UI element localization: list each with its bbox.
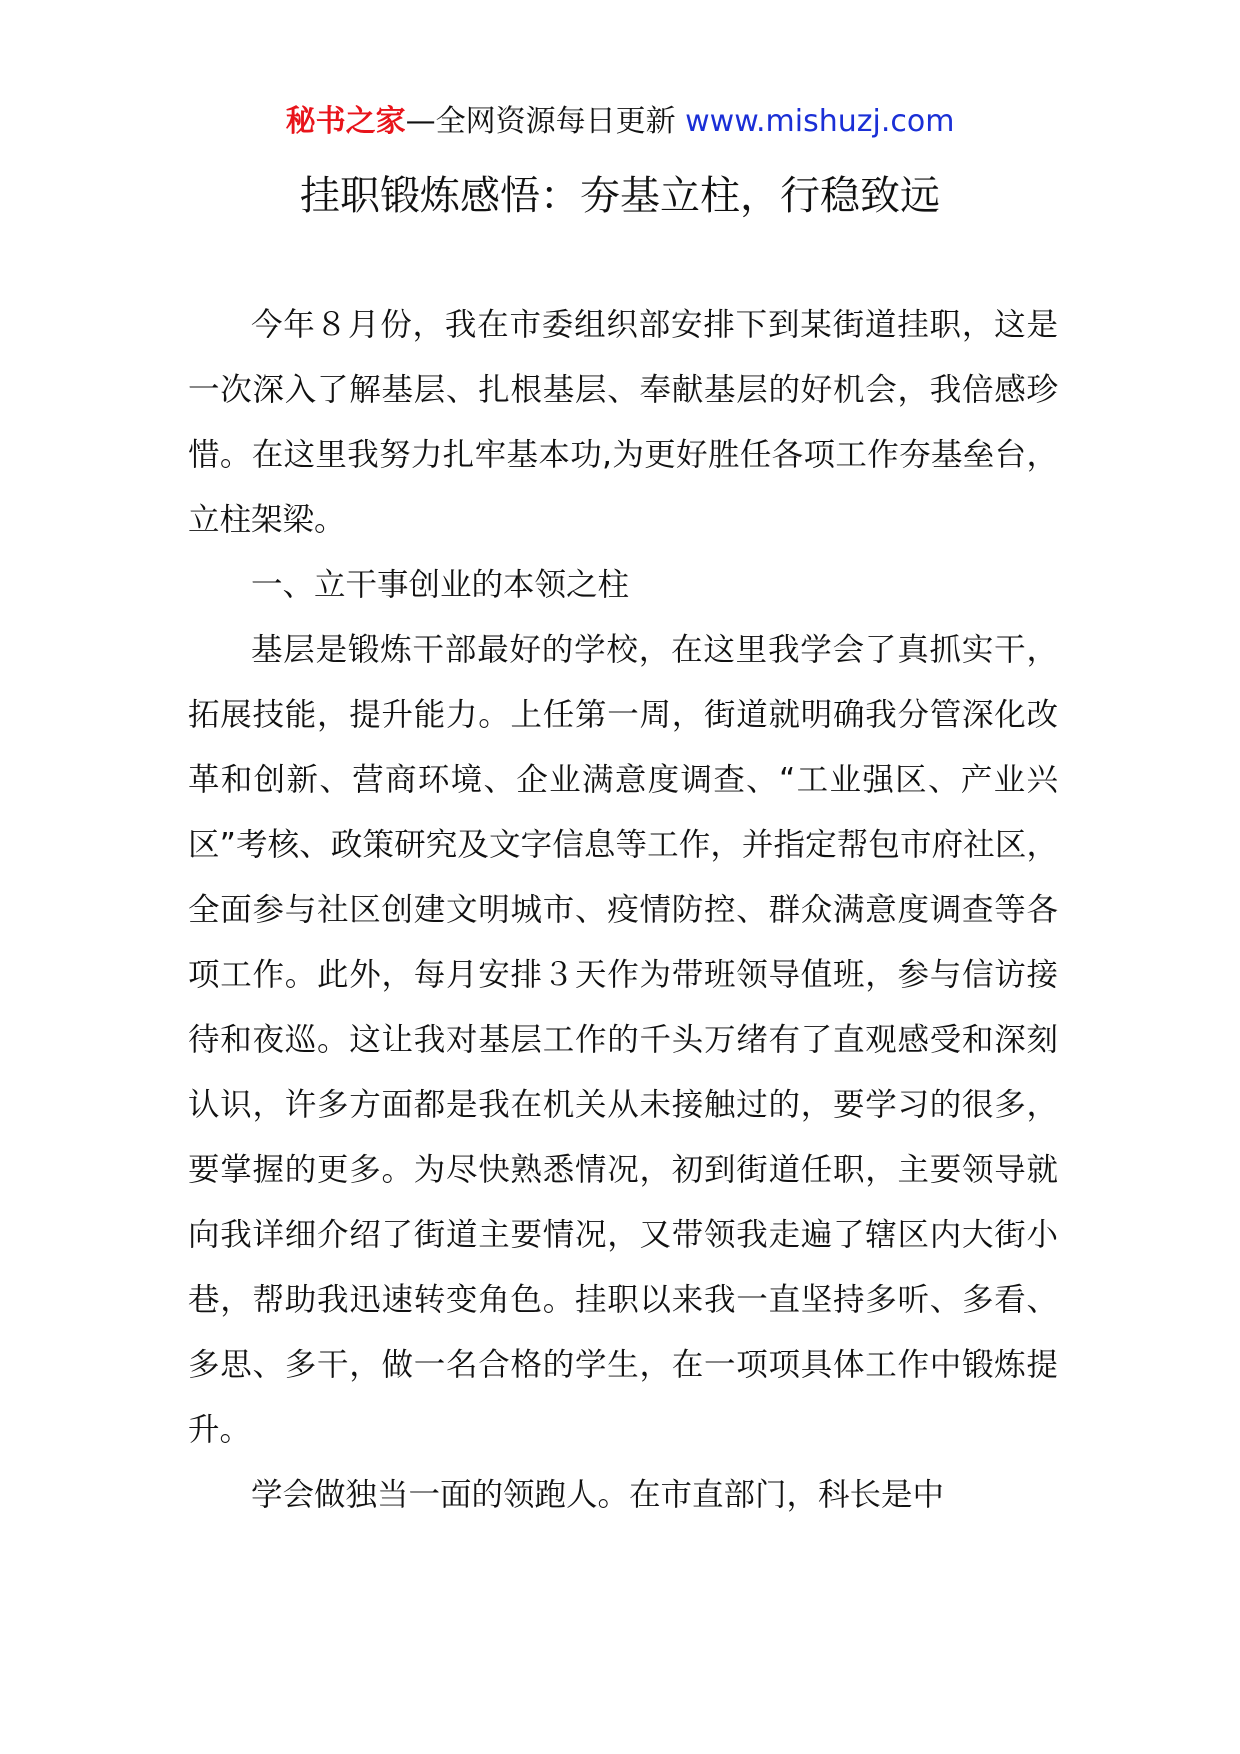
site-url-link[interactable]: www.mishuzj.com (685, 104, 955, 139)
document-title: 挂职锻炼感悟：夯基立柱，行稳致远 (300, 173, 940, 219)
site-brand[interactable]: 秘书之家 (285, 104, 406, 139)
paragraph-continued: 学会做独当一面的领跑人。在市直部门，科长是中 (251, 1477, 945, 1513)
site-tagline: —全网资源每日更新 (405, 104, 676, 139)
paragraph-body: 基层是锻炼干部最好的学校，在这里我学会了真抓实干，拓展技能，提升能力。上任第一周，街道就明确我分管深化改革和创新、营商环境、企业满意度调查、“工业强区、产业兴区”考核、政策研究及文字信息等工作，并指定帮包市府社区，全面参与社区创建文明城市、疫情防控、群众满意度调查等各项工作。此外，每月安排３天作为带班领导值班，参与信访接待和夜巡。这让我对基层工作的千头万绪有了直观感受和深刻认识，许多方面都是我在机关从未接触过的，要学习的很多，要掌握的更多。为尽快熟悉情况，初到街道任职，主要领导就向我详细介绍了街道主要情况，又带领我走遍了辖区内大街小巷，帮助我迅速转变角色。挂职以来我一直坚持多听、多看、多思、多干，做一名合格的学生，在一项项具体工作中锻炼提升。 (188, 632, 1058, 1448)
paragraph-intro: 今年８月份，我在市委组织部安排下到某街道挂职，这是一次深入了解基层、扎根基层、奉献基层的好机会，我倍感珍惜。在这里我努力扎牢基本功,为更好胜任各项工作夯基垒台，立柱架梁。 (188, 307, 1058, 538)
section-heading: 一、立干事创业的本领之柱 (251, 567, 630, 603)
document-body (188, 293, 1058, 1528)
site-header (0, 100, 1240, 144)
